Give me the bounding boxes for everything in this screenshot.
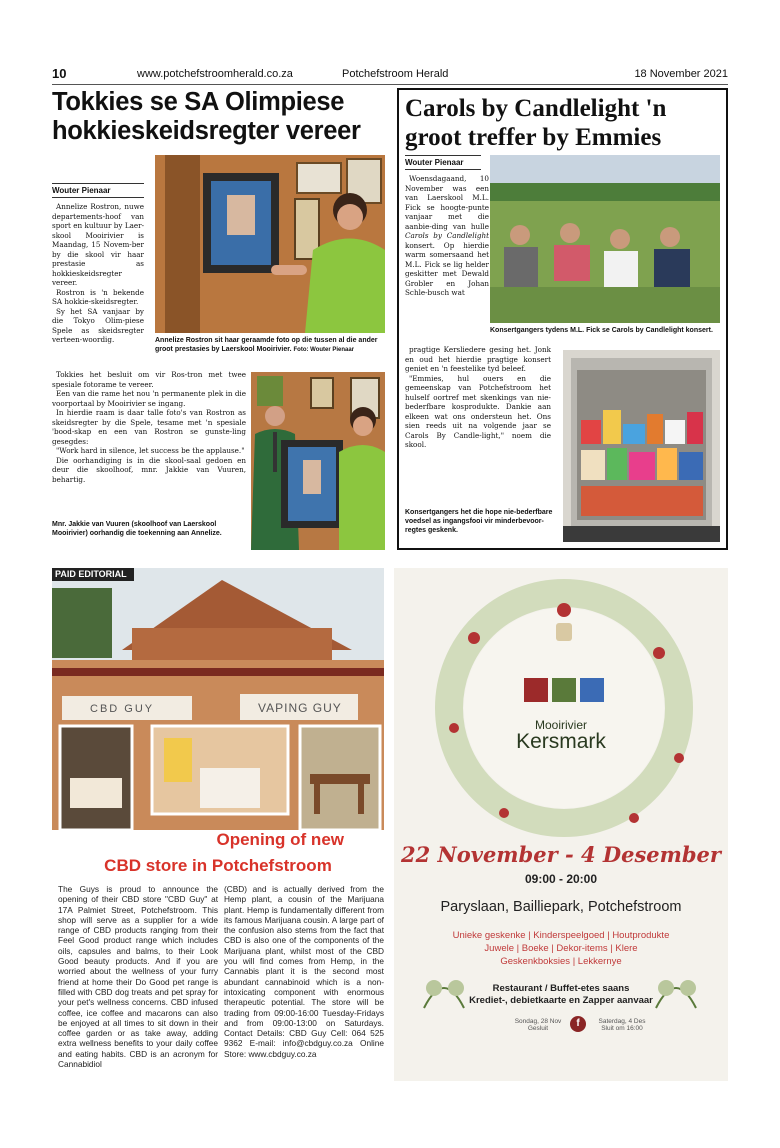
tokkies-paragraph: In hierdie raam is daar talle foto's van Rostron as skeidsregter by die Spele, tesame met 'n spesiale 'bood-skap en een van Rostron se gunste-ling gesegdes: [52, 408, 246, 446]
carols-text-a: Woensdagaand, 10 November was een van Laerskool M.L. Fick se hoogte-punte vanjaar met die aanbie-ding van hulle [405, 174, 489, 231]
tokkies-paragraph: Sy het SA vanjaar by die Tokyo Olim-piese Spele as skeidsregter verteen-woordig. [52, 306, 144, 344]
paid-headline-1: Opening of new [216, 830, 344, 849]
carols-caption-1: Konsertgangers tydens M.L. Fick se Carols by Candlelight konsert. [490, 327, 713, 334]
carols-paragraph: "Emmies, hul ouers en die gemeenskap van Potchefstroom het hulself oortref met skenkings van nie-bederfbare kosprodukte. Dankie aan elkeen wat ons ondersteun het. Ons sien reeds uit na volgende jaar se Carols By Candle-light," noem die skool. [405, 373, 551, 449]
facebook-icon[interactable]: f [570, 1016, 586, 1032]
tokkies-paragraph: Tokkies het besluit om vir Ros-tron met twee spesiale fotorame te vereer. [52, 370, 246, 389]
tokkies-paragraph: "Work hard in silence, let success be the applause." [56, 446, 245, 455]
kersmark-dates: 22 November - 4 Desember [401, 842, 721, 867]
tokkies-column-1 [52, 202, 144, 345]
kersmark-saturday [592, 1018, 652, 1032]
kersmark-place: Paryslaan, Bailliepark, Potchefstroom [440, 899, 682, 915]
header-url[interactable]: www.potchefstroomherald.co.za [137, 68, 293, 80]
kersmark-restaurant: Restaurant / Buffet-etes saans [492, 983, 630, 994]
carols-column-2 [405, 345, 551, 450]
saturday-label: Saterdag, 4 Des [598, 1018, 646, 1025]
carols-byline: Wouter Pienaar [405, 155, 481, 170]
carols-column-1 [405, 174, 489, 298]
kersmark-items-3: Geskenkboksies | Lekkernye [500, 956, 622, 967]
photo-award-handover [251, 372, 385, 550]
sign-cbd-guy: CBD GUY [90, 703, 155, 715]
carols-headline: Carols by Candlelight 'n groot treffer by Emmies [405, 95, 667, 151]
tokkies-paragraph: Die oorhandiging is in die skool-saal gedoen en deur die skoolhoof, mnr. Jakkie van Vuuren, behartig. [52, 455, 246, 484]
tokkies-caption-1 [155, 336, 385, 355]
tokkies-caption-2: Mnr. Jakkie van Vuuren (skoolhoof van Laerskool Mooirivier) oorhandig die toekenning aan Annelize. [52, 521, 222, 537]
kersmark-name-2: Kersmark [516, 730, 606, 753]
photo-concert-crowd [490, 155, 720, 323]
carols-text-b: konsert. Op hierdie warm somersaand het M.L. Fick se lig helder geskitter met Dewald Grobler en Johan Schle-busch wat [405, 240, 489, 297]
photo-cbd-guy-store [52, 568, 384, 830]
tokkies-paragraph: Een van die rame het nou 'n permanente plek in die voorportaal by Mooirivier se ingang. [52, 389, 246, 408]
tokkies-column-2 [52, 370, 246, 484]
sunday-note: Gesluit [527, 1025, 549, 1032]
carols-paragraph [405, 174, 489, 298]
carols-caption-2: Konsertgangers het die hope nie-bederfbare voedsel as ingangsfooi vir minderbevoor-regtes geskenk. [405, 509, 553, 534]
paid-headline-2: CBD store in Potchefstroom [104, 856, 332, 875]
paid-text-col-2: (CBD) and is actually derived from the Hemp plant, a cousin of the Marijuana plant. Hemp is fundamentally different from its famous Marijuana cousin. A large part of the confusion also stems from the fact that CBD is also one of the components of the Marijuana plant, whilst most of the CBD you will find comes from Hemp, in the Cannabis plant it is the second most abundant cannabinoid which is a non-intoxicating component with enormous therapeutic potential. The store will be trading from 09:00-16:00 Tuesday-Fridays and from 09:00-13:00 on Saturdays. Contact Details: CBD Guy Cell: 064 525 9362 E-mail: info@cbdguy.co.za Online Store: www.cbdguy.co.za [224, 884, 384, 1059]
saturday-note: Sluit om 16:00 [601, 1025, 643, 1032]
page-header [52, 68, 728, 84]
caption-text: Annelize Rostron sit haar geraamde foto op die tussen al die ander groot prestasies by Laerskool Mooirivier. [155, 337, 378, 353]
kersmark-sunday [508, 1018, 568, 1032]
kersmark-items-2: Juwele | Boeke | Dekor-items | Klere [484, 943, 638, 954]
tokkies-headline: Tokkies se SA Olimpiese hokkieskeidsregter vereer [52, 88, 361, 145]
sunday-label: Sondag, 28 Nov [514, 1018, 562, 1025]
kersmark-name-1: Mooirivier [534, 718, 587, 732]
carols-text-italic: Carols by Candlelight [405, 231, 489, 240]
carols-paragraph: pragtige Kersliedere gesing het. Jonk en oud het hierdie pragtige konsert geniet en 'n feestelike tyd beleef. [405, 345, 551, 373]
sign-vaping-guy: VAPING GUY [258, 701, 342, 715]
paid-text-col-1: The Guys is proud to announce the opening of their CBD store "CBD Guy" at 17A Palmiet Street, Potchefstroom. This shop will serve as a supplier for a wide range of CBD products ranging from their Feel Good product range which includes oils, capsules and balms, to their Look Good beauty products. And if you are worried about the wellness of your furry friend at home their Do Good pet range is filled with CBD dog treats and pet spray for your pet's wellness concerns. CBD infused coffee, ice coffee and macarons can also be enjoyed at all times to sit down in their coffee garden or as take away, adding extra wellness benefits to your daily coffee and eating habits. CBD is an acronym for Cannabidiol [58, 884, 218, 1070]
kersmark-time: 09:00 - 20:00 [524, 872, 598, 886]
page-number: 10 [52, 66, 67, 81]
photo-credit: Foto: Wouter Pienaar [293, 347, 355, 353]
tokkies-paragraph: Annelize Rostron, nuwe departements-hoof van sport en kultuur by Laer-skool Mooirivier is Maandag, 15 Novem-ber by die skool vir haar prestasie as hokkieskeidsregter vereer. [52, 202, 144, 287]
header-date: 18 November 2021 [634, 68, 728, 80]
photo-rostron-hanging-frame [155, 155, 385, 333]
kersmark-payment: Krediet-, debietkaarte en Zapper aanvaar [469, 995, 653, 1006]
header-rule [52, 84, 728, 85]
tokkies-byline: Wouter Pienaar [52, 183, 144, 198]
photo-food-donations-van [563, 350, 720, 542]
tokkies-paragraph: Rostron is 'n bekende SA hokkie-skeidsregter. [52, 287, 144, 306]
paid-editorial-tag: PAID EDITORIAL [52, 568, 134, 581]
header-paper-name: Potchefstroom Herald [342, 68, 449, 80]
kersmark-items-1: Unieke geskenke | Kinderspeelgoed | Houtprodukte [452, 930, 670, 941]
